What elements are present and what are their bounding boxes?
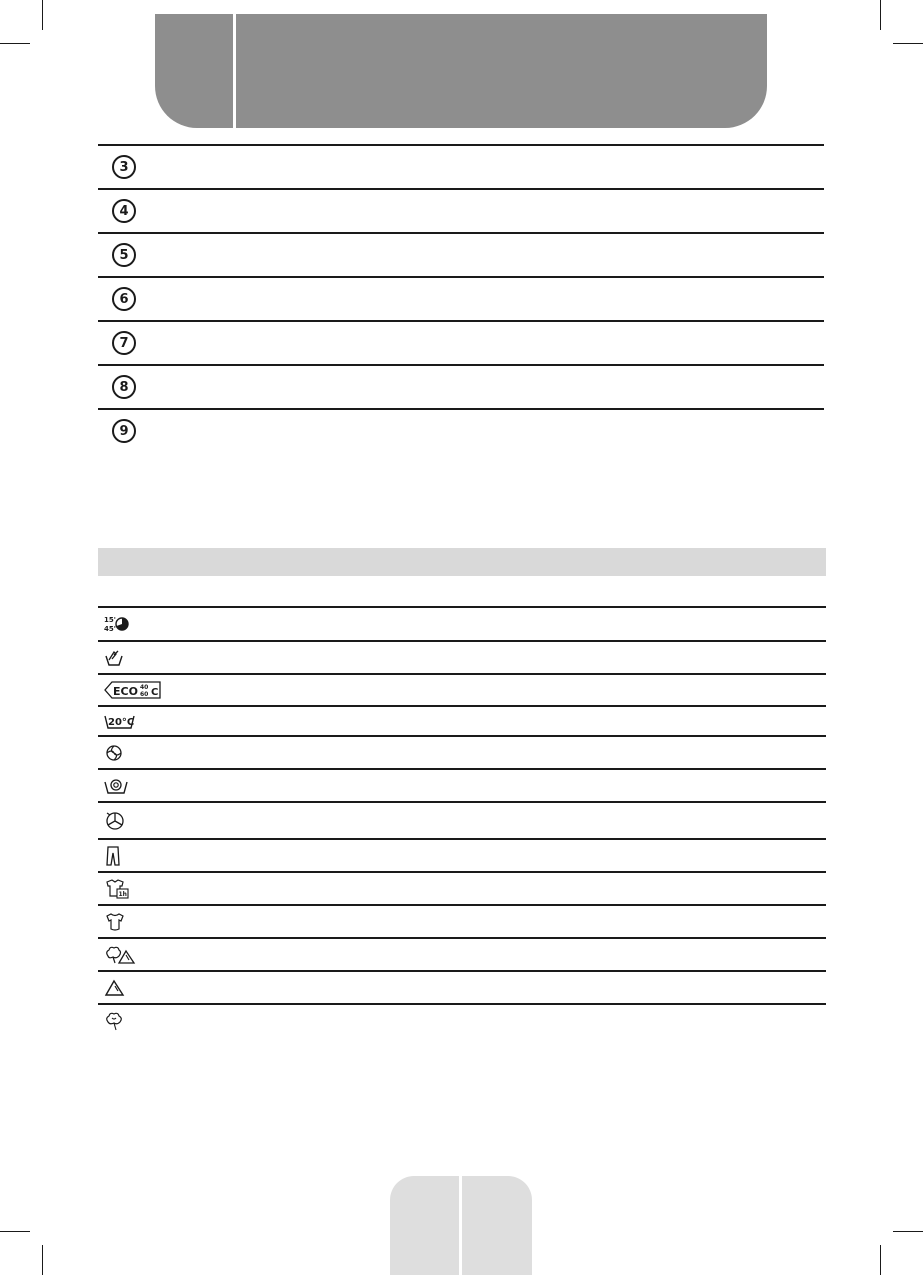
- mix-icon: [104, 743, 126, 763]
- crop-mark-tr-h: [893, 43, 923, 44]
- crop-mark-br-v: [880, 1245, 881, 1275]
- crop-mark-tl-h: [0, 43, 30, 44]
- cold-wash-label: 20°C: [108, 717, 135, 728]
- crop-mark-tl-v: [42, 0, 43, 30]
- table-row: [98, 705, 826, 735]
- header-divider: [233, 14, 236, 128]
- cold-wash-20-icon: [104, 711, 136, 731]
- crop-mark-tr-v: [880, 0, 881, 30]
- cotton-synthetic-icon: [104, 944, 136, 966]
- list-item: [98, 364, 824, 408]
- numbered-list: [98, 144, 824, 452]
- quick-wash-icon: [104, 614, 130, 634]
- table-row: [98, 904, 826, 937]
- table-row: [98, 606, 826, 640]
- number-badge: 9: [112, 419, 136, 443]
- list-item: [98, 408, 824, 452]
- shirt-1h-icon: [104, 878, 130, 900]
- programme-table: [98, 606, 826, 1036]
- table-row: [98, 937, 826, 970]
- baby-clothes-icon: [104, 912, 126, 932]
- number-badge: 3: [112, 155, 136, 179]
- table-row: [98, 768, 826, 801]
- table-header-bar: [98, 548, 826, 576]
- eco-40-60-icon: [104, 680, 162, 700]
- quick-bottom-label: 45': [104, 625, 116, 633]
- table-row: [98, 640, 826, 673]
- list-item: [98, 276, 824, 320]
- synthetic-icon: [104, 978, 126, 998]
- list-item: [98, 188, 824, 232]
- table-row: [98, 838, 826, 871]
- list-item: [98, 232, 824, 276]
- number-badge: 5: [112, 243, 136, 267]
- crop-mark-br-h: [893, 1231, 923, 1232]
- table-row: [98, 1003, 826, 1036]
- number-badge: 8: [112, 375, 136, 399]
- table-row: [98, 673, 826, 705]
- eco-top-temp: 40: [140, 684, 149, 691]
- crop-mark-bl-v: [42, 1245, 43, 1275]
- list-item: [98, 144, 824, 188]
- number-badge: 4: [112, 199, 136, 223]
- crop-mark-bl-h: [0, 1231, 30, 1232]
- footer-divider: [459, 1176, 462, 1275]
- rinse-icon: [104, 776, 130, 796]
- eco-label: ECO: [113, 685, 138, 698]
- drum-clean-icon: [104, 810, 126, 832]
- quick-top-label: 15': [104, 616, 116, 624]
- shirt-time-label: 1h: [118, 890, 127, 898]
- cotton-icon: [104, 1010, 126, 1032]
- table-row: [98, 871, 826, 904]
- hand-wash-icon: [104, 648, 126, 668]
- header-banner: [155, 14, 767, 128]
- list-item: [98, 320, 824, 364]
- footer-page-tab: [390, 1176, 532, 1275]
- table-row: [98, 735, 826, 768]
- table-row: [98, 970, 826, 1003]
- eco-bottom-temp: 60: [140, 691, 149, 698]
- eco-unit: C: [151, 687, 159, 698]
- table-row: [98, 801, 826, 838]
- number-badge: 6: [112, 287, 136, 311]
- number-badge: 7: [112, 331, 136, 355]
- jeans-icon: [104, 845, 122, 867]
